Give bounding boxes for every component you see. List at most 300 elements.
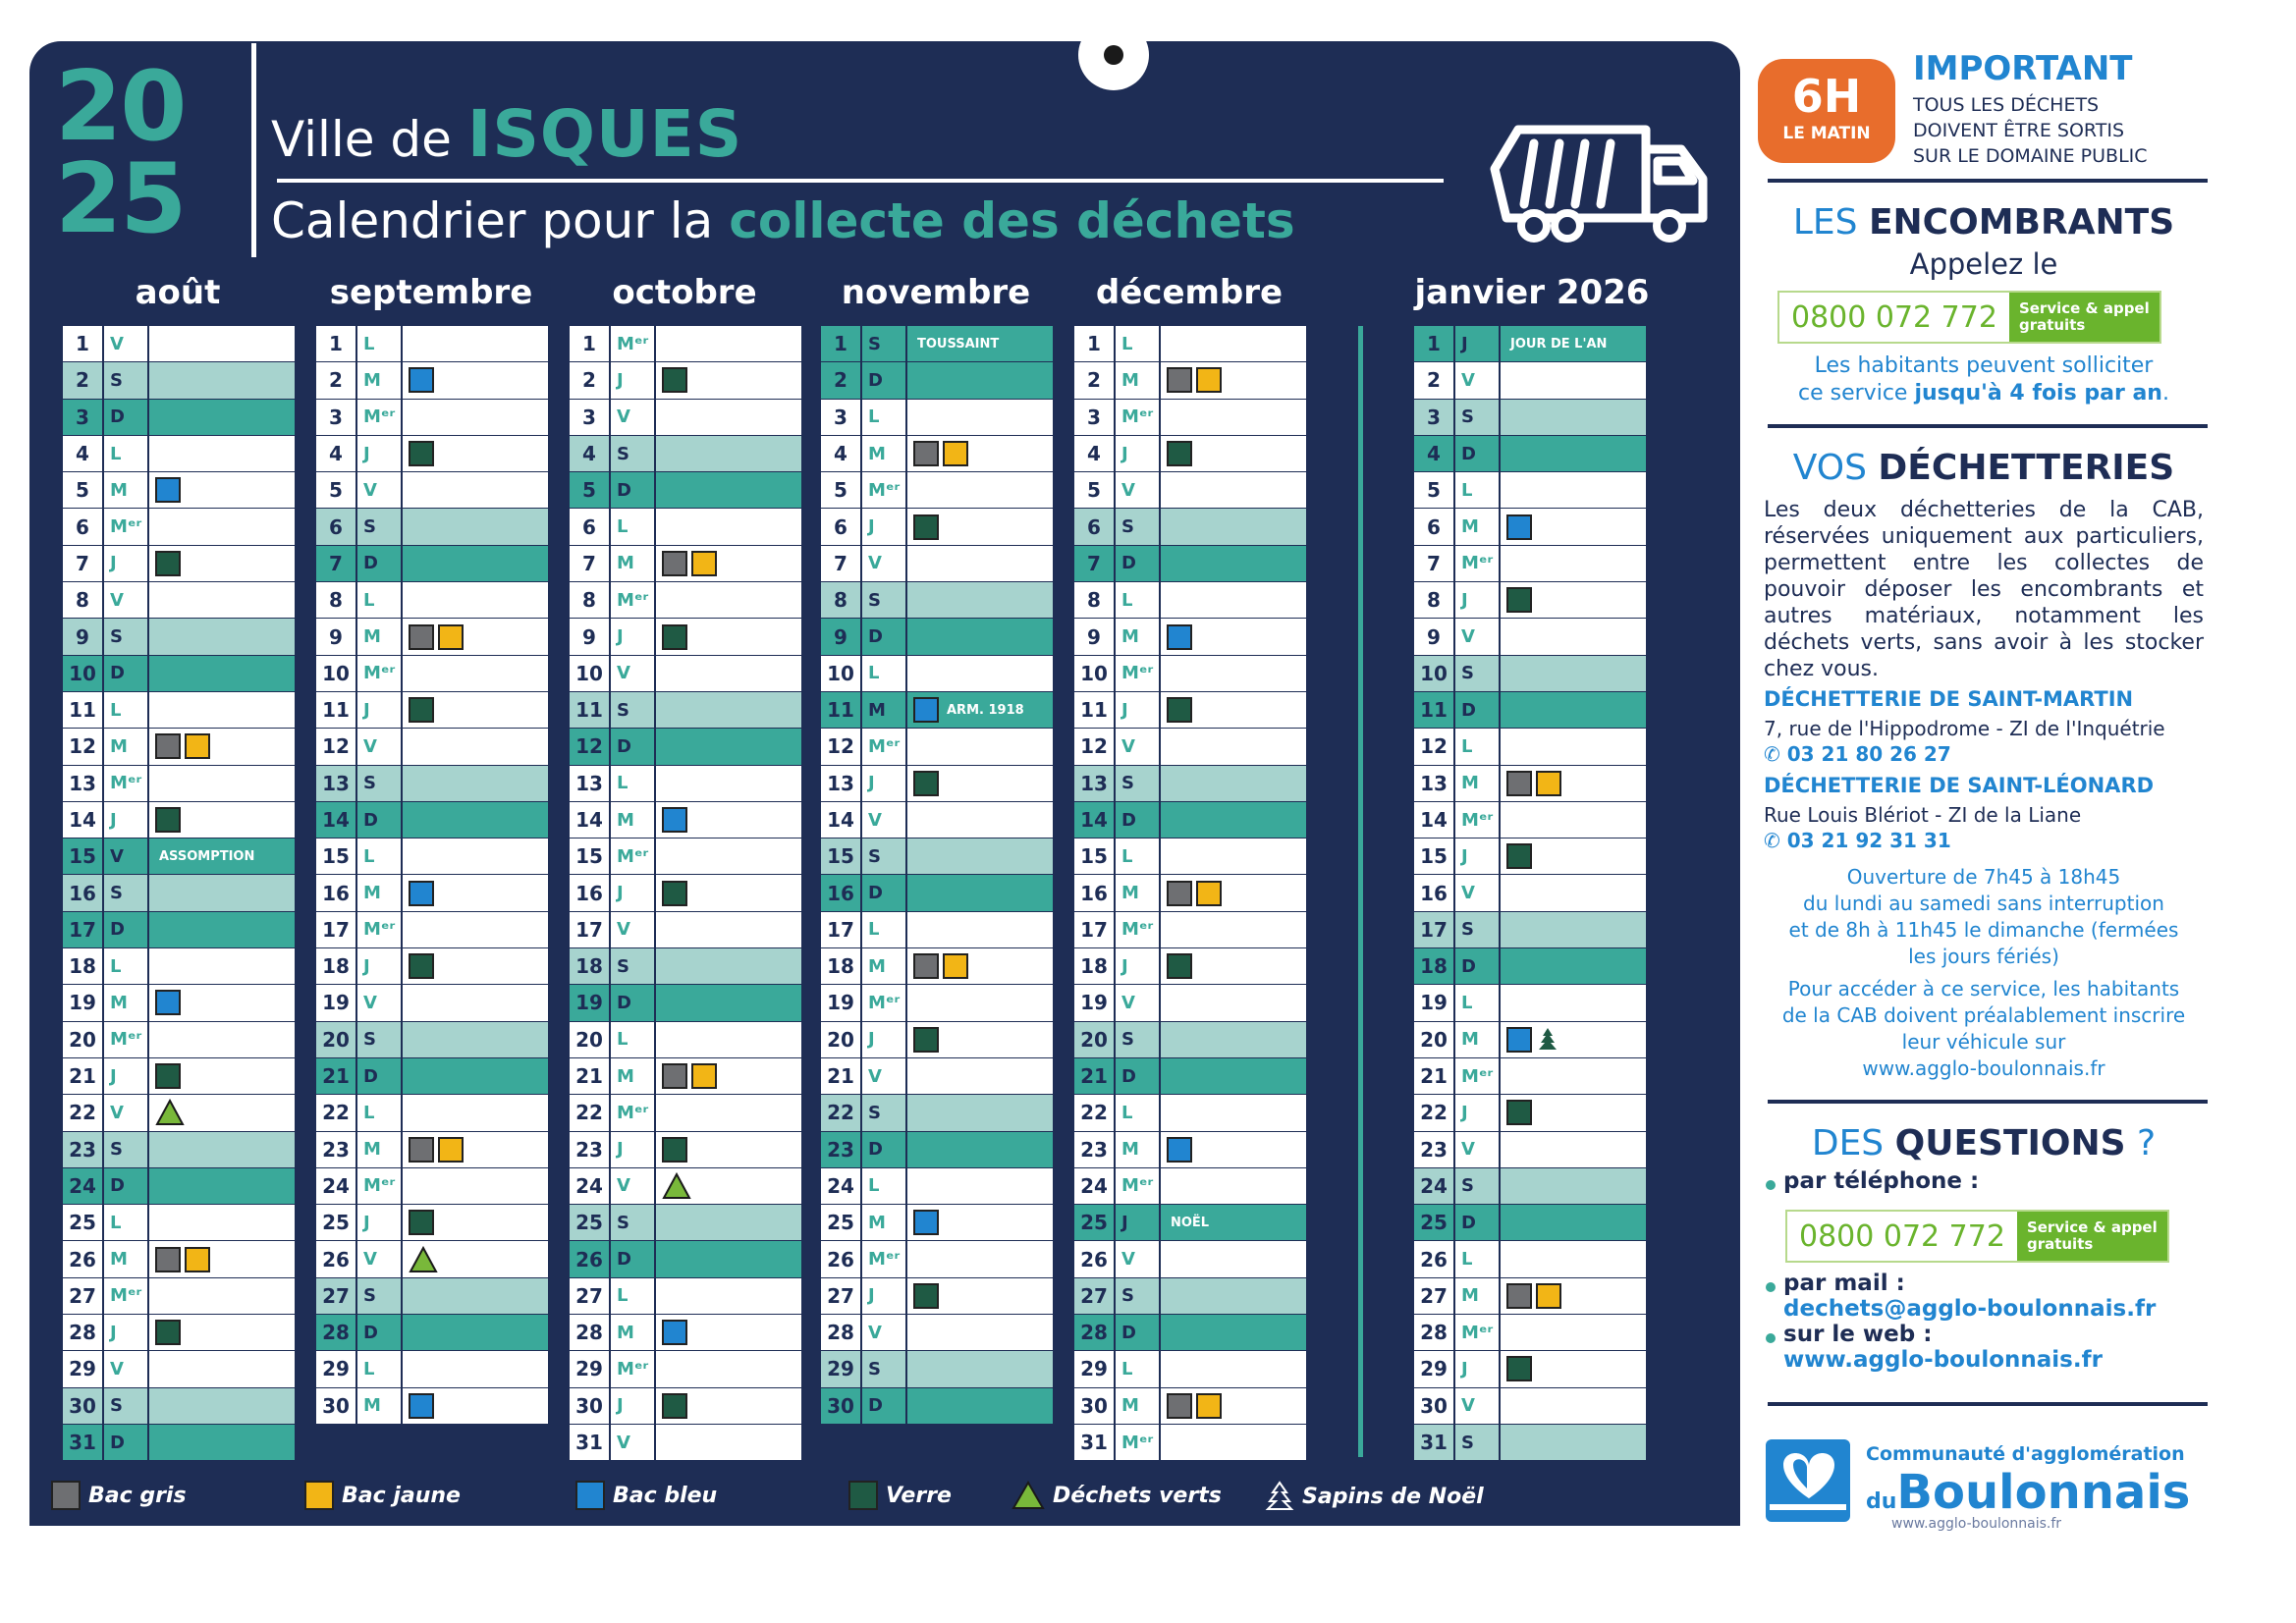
day-number: 7 [570, 546, 609, 581]
day-number: 11 [1414, 692, 1453, 728]
title-divider [277, 179, 1444, 183]
day-row [1414, 1095, 1646, 1130]
weekday: S [1116, 509, 1159, 544]
day-row [821, 1095, 1053, 1130]
day-number: 13 [821, 766, 860, 801]
month-title-septembre: septembre [329, 273, 533, 312]
collection-cell [1161, 875, 1306, 910]
weekday: Mᵉʳ [104, 1278, 147, 1314]
day-row [316, 546, 548, 581]
day-row [63, 1278, 295, 1314]
dechets-verts-icon [155, 1099, 185, 1126]
day-row [570, 1132, 801, 1167]
holiday-label: NOËL [1171, 1215, 1210, 1230]
day-row [1414, 948, 1646, 984]
day-row [1074, 912, 1306, 947]
weekday: V [104, 1095, 147, 1130]
bac-jaune-icon [438, 1137, 464, 1163]
bac-jaune-icon [304, 1481, 334, 1510]
encombrants-phone[interactable]: 0800 072 772 [1791, 299, 1997, 335]
day-row [821, 1388, 1053, 1424]
day-row [316, 1022, 548, 1057]
day-row [63, 1022, 295, 1057]
bac-bleu-icon [409, 881, 434, 906]
bac-jaune-icon [1196, 1393, 1222, 1419]
collection-cell [1161, 766, 1306, 801]
bac-verre-icon [662, 367, 687, 393]
day-row [1074, 326, 1306, 361]
collection-cell [149, 619, 295, 654]
day-row [570, 1205, 801, 1240]
day-row [1074, 362, 1306, 398]
bac-gris-icon [662, 551, 687, 576]
day-number: 18 [821, 948, 860, 984]
day-row [1414, 1425, 1646, 1460]
collection-cell [403, 546, 548, 581]
weekday: D [104, 400, 147, 435]
weekday: Mᵉʳ [104, 766, 147, 801]
day-number: 1 [63, 326, 102, 361]
day-row [316, 948, 548, 984]
collection-cell [1161, 1278, 1306, 1314]
day-number: 28 [1074, 1315, 1114, 1350]
bac-verre-icon [662, 1393, 687, 1419]
weekday: D [611, 472, 654, 508]
collection-cell [656, 1168, 801, 1204]
collection-cell [403, 729, 548, 764]
day-row [316, 619, 548, 654]
day-row [570, 1168, 801, 1204]
bac-verre-icon [409, 441, 434, 466]
weekday: M [862, 1205, 905, 1240]
bac-jaune-icon [691, 1063, 717, 1089]
weekday: M [862, 948, 905, 984]
day-row [1414, 1351, 1646, 1386]
day-number: 11 [63, 692, 102, 728]
weekday: L [1116, 326, 1159, 361]
weekday: V [611, 1168, 654, 1204]
weekday: V [357, 985, 401, 1020]
holiday-label: JOUR DE L'AN [1510, 336, 1608, 352]
weekday: V [104, 582, 147, 618]
header-separator [251, 43, 256, 257]
day-row [821, 509, 1053, 544]
collection-cell [656, 729, 801, 764]
weekday: J [357, 1205, 401, 1240]
collection-cell [1161, 326, 1306, 361]
day-number: 29 [316, 1351, 355, 1386]
collection-cell [1501, 436, 1646, 471]
weekday: Mᵉʳ [862, 472, 905, 508]
collection-cell [1161, 729, 1306, 764]
collection-cell [149, 1022, 295, 1057]
day-row [1414, 766, 1646, 801]
collection-cell [403, 1388, 548, 1424]
day-number: 9 [1074, 619, 1114, 654]
day-number: 20 [316, 1022, 355, 1057]
day-row [1414, 509, 1646, 544]
day-row [1414, 802, 1646, 838]
free-call-tag: Service & appel gratuits [2009, 293, 2159, 342]
weekday: D [357, 546, 401, 581]
day-number: 19 [570, 985, 609, 1020]
weekday: J [862, 1022, 905, 1057]
month-title-janvier: janvier 2026 [1414, 273, 1650, 312]
day-row [821, 362, 1053, 398]
mail-label: par mail : [1783, 1271, 1905, 1296]
weekday: J [104, 802, 147, 838]
day-row [1414, 1205, 1646, 1240]
weekday: S [1116, 766, 1159, 801]
logo-line-1: Communauté d'agglomération [1866, 1443, 2185, 1465]
day-row [1414, 1278, 1646, 1314]
day-row [1074, 656, 1306, 691]
day-number: 9 [1414, 619, 1453, 654]
weekday: M [104, 985, 147, 1020]
day-number: 22 [570, 1095, 609, 1130]
collection-cell [1501, 326, 1646, 361]
site2-phone[interactable]: ✆ 03 21 92 31 31 [1764, 829, 1951, 852]
weekday: Mᵉʳ [1455, 1315, 1499, 1350]
day-number: 10 [570, 656, 609, 691]
weekday: V [1116, 1241, 1159, 1276]
weekday: M [1116, 875, 1159, 910]
day-number: 16 [316, 875, 355, 910]
day-row [1074, 802, 1306, 838]
day-number: 24 [63, 1168, 102, 1204]
day-row [1414, 1132, 1646, 1167]
day-number: 4 [821, 436, 860, 471]
day-row [821, 1315, 1053, 1350]
day-number: 13 [1074, 766, 1114, 801]
collection-cell [1161, 400, 1306, 435]
day-row [570, 582, 801, 618]
day-row [821, 912, 1053, 947]
day-row [1074, 1132, 1306, 1167]
weekday: D [104, 656, 147, 691]
weekday: Mᵉʳ [1116, 400, 1159, 435]
bac-gris-icon [1167, 367, 1192, 393]
day-row [570, 948, 801, 984]
day-row [63, 1132, 295, 1167]
weekday: V [1116, 985, 1159, 1020]
day-number: 23 [1414, 1132, 1453, 1167]
day-number: 14 [1074, 802, 1114, 838]
day-number: 21 [1414, 1058, 1453, 1094]
weekday: J [1455, 582, 1499, 618]
weekday: L [104, 948, 147, 984]
day-row [316, 1132, 548, 1167]
day-row [1414, 1022, 1646, 1057]
day-number: 1 [570, 326, 609, 361]
day-row [1414, 839, 1646, 874]
weekday: Mᵉʳ [862, 985, 905, 1020]
collection-cell [149, 1241, 295, 1276]
bac-bleu-icon [1167, 1137, 1192, 1163]
month-title-novembre: novembre [841, 273, 1031, 312]
weekday: S [104, 1132, 147, 1167]
day-row [316, 1278, 548, 1314]
collection-cell [1501, 1241, 1646, 1276]
collection-cell [656, 400, 801, 435]
legend-label: Bac jaune [342, 1483, 461, 1508]
day-row [821, 619, 1053, 654]
collection-cell [149, 1205, 295, 1240]
weekday: S [862, 582, 905, 618]
day-row [1414, 436, 1646, 471]
weekday: V [1116, 472, 1159, 508]
weekday: M [611, 802, 654, 838]
month-column-novembre [821, 326, 1053, 1425]
collection-cell [656, 912, 801, 947]
day-row [1414, 729, 1646, 764]
day-number: 23 [1074, 1132, 1114, 1167]
weekday: S [104, 1388, 147, 1424]
day-number: 19 [316, 985, 355, 1020]
logo-web: www.agglo-boulonnais.fr [1891, 1516, 2062, 1532]
weekday: M [1455, 509, 1499, 544]
weekday: D [1116, 1315, 1159, 1350]
collection-cell [907, 1388, 1053, 1424]
weekday: L [1116, 582, 1159, 618]
collection-cell [403, 692, 548, 728]
collection-cell [1161, 1425, 1306, 1460]
day-row [821, 656, 1053, 691]
year-top: 20 [55, 51, 186, 163]
collection-cell [149, 1278, 295, 1314]
day-row [821, 472, 1053, 508]
collection-cell [907, 1168, 1053, 1204]
weekday: S [1455, 656, 1499, 691]
bac-bleu-icon [1506, 1027, 1532, 1053]
day-number: 15 [570, 839, 609, 874]
day-number: 21 [821, 1058, 860, 1094]
day-row [316, 766, 548, 801]
day-number: 7 [821, 546, 860, 581]
collection-cell [907, 362, 1053, 398]
day-number: 6 [570, 509, 609, 544]
day-row [1074, 1022, 1306, 1057]
collection-cell [1501, 362, 1646, 398]
collection-cell [907, 619, 1053, 654]
day-row [63, 1205, 295, 1240]
collection-cell [149, 1315, 295, 1350]
collection-cell [149, 948, 295, 984]
day-number: 17 [821, 912, 860, 947]
site1-phone[interactable]: ✆ 03 21 80 26 27 [1764, 742, 1951, 766]
day-row [570, 1241, 801, 1276]
weekday: L [862, 912, 905, 947]
day-row [821, 1132, 1053, 1167]
day-number: 20 [63, 1022, 102, 1057]
weekday: V [862, 1058, 905, 1094]
day-row [63, 766, 295, 801]
day-row [1074, 1278, 1306, 1314]
day-number: 15 [1414, 839, 1453, 874]
day-number: 23 [821, 1132, 860, 1167]
weekday: D [357, 1315, 401, 1350]
collection-cell [403, 766, 548, 801]
collection-cell [1501, 985, 1646, 1020]
legend-label: Verre [886, 1483, 952, 1508]
weekday: Mᵉʳ [1455, 1058, 1499, 1094]
collection-cell [403, 1278, 548, 1314]
day-number: 17 [570, 912, 609, 947]
day-number: 28 [63, 1315, 102, 1350]
weekday: J [1455, 326, 1499, 361]
collection-cell [907, 912, 1053, 947]
phone-icon: ✆ [1764, 742, 1787, 766]
collection-cell [403, 619, 548, 654]
time-badge [1758, 59, 1895, 163]
weekday: S [357, 766, 401, 801]
weekday: L [1455, 1241, 1499, 1276]
legend-sapins [1265, 1481, 1484, 1512]
day-row [63, 692, 295, 728]
weekday: D [1455, 948, 1499, 984]
weekday: M [611, 546, 654, 581]
web-link[interactable]: www.agglo-boulonnais.fr [1783, 1347, 2103, 1373]
section-divider [1768, 1402, 2208, 1406]
bac-gris-icon [662, 1063, 687, 1089]
mail-link[interactable]: dechets@agglo-boulonnais.fr [1783, 1296, 2157, 1322]
day-number: 26 [821, 1241, 860, 1276]
weekday: M [1116, 619, 1159, 654]
day-number: 30 [63, 1388, 102, 1424]
bac-verre-icon [662, 1137, 687, 1163]
weekday: D [611, 1241, 654, 1276]
day-number: 1 [316, 326, 355, 361]
day-row [821, 948, 1053, 984]
year-label [55, 51, 232, 255]
collection-cell [656, 436, 801, 471]
collection-cell [907, 729, 1053, 764]
day-number: 24 [821, 1168, 860, 1204]
collection-cell [1161, 656, 1306, 691]
weekday: M [104, 729, 147, 764]
day-number: 24 [316, 1168, 355, 1204]
day-number: 6 [821, 509, 860, 544]
weekday: Mᵉʳ [611, 326, 654, 361]
day-row [316, 472, 548, 508]
weekday: M [1455, 1278, 1499, 1314]
weekday: L [104, 1205, 147, 1240]
questions-phone-box[interactable] [1785, 1210, 2169, 1263]
day-row [570, 692, 801, 728]
collection-cell [149, 472, 295, 508]
bac-verre-icon [409, 697, 434, 723]
collection-cell [149, 1388, 295, 1424]
bac-gris-icon [51, 1481, 81, 1510]
day-number: 3 [316, 400, 355, 435]
collection-cell [907, 875, 1053, 910]
collection-cell [1501, 912, 1646, 947]
legend-label: Bac bleu [613, 1483, 718, 1508]
day-row [63, 400, 295, 435]
collection-cell [907, 1241, 1053, 1276]
weekday: S [611, 692, 654, 728]
day-number: 31 [570, 1425, 609, 1460]
day-number: 27 [316, 1278, 355, 1314]
day-row [570, 326, 801, 361]
collection-cell [403, 1022, 548, 1057]
collection-cell [149, 875, 295, 910]
day-number: 2 [821, 362, 860, 398]
day-number: 27 [1074, 1278, 1114, 1314]
holiday-label: ASSOMPTION [159, 848, 255, 864]
day-row [1414, 985, 1646, 1020]
weekday: J [1116, 948, 1159, 984]
subtitle-highlight: collecte des déchets [729, 192, 1295, 249]
weekday: L [611, 509, 654, 544]
logo-name: duBoulonnais [1866, 1465, 2191, 1520]
weekday: L [862, 1168, 905, 1204]
collection-cell [1161, 802, 1306, 838]
collection-cell [149, 839, 295, 874]
bac-jaune-icon [691, 551, 717, 576]
day-row [1414, 1168, 1646, 1204]
bac-verre-icon [1506, 843, 1532, 869]
weekday: V [862, 546, 905, 581]
access-link[interactable]: www.agglo-boulonnais.fr [1862, 1056, 2105, 1080]
collection-cell [1161, 362, 1306, 398]
day-number: 4 [316, 436, 355, 471]
day-row [821, 582, 1053, 618]
weekday: M [611, 1315, 654, 1350]
questions-phone[interactable]: 0800 072 772 [1799, 1218, 2005, 1254]
day-number: 20 [821, 1022, 860, 1057]
collection-cell [149, 912, 295, 947]
page-subtitle [271, 192, 1295, 249]
day-number: 25 [1414, 1205, 1453, 1240]
holiday-label: ARM. 1918 [947, 702, 1024, 718]
day-row [63, 912, 295, 947]
encombrants-phone-box[interactable] [1777, 291, 2161, 344]
day-row [1074, 1388, 1306, 1424]
day-row [821, 839, 1053, 874]
day-number: 21 [316, 1058, 355, 1094]
collection-cell [656, 362, 801, 398]
collection-cell [1501, 1425, 1646, 1460]
day-number: 22 [821, 1095, 860, 1130]
day-row [316, 839, 548, 874]
day-number: 1 [1414, 326, 1453, 361]
day-number: 17 [1074, 912, 1114, 947]
collection-cell [149, 692, 295, 728]
bac-bleu-icon [662, 807, 687, 833]
day-number: 22 [1074, 1095, 1114, 1130]
day-row [63, 875, 295, 910]
bac-verre-icon [155, 807, 181, 833]
day-row [821, 692, 1053, 728]
collection-cell [1501, 1205, 1646, 1240]
day-row [570, 802, 801, 838]
day-row [63, 326, 295, 361]
day-number: 19 [63, 985, 102, 1020]
collection-cell [403, 1058, 548, 1094]
day-row [821, 326, 1053, 361]
day-row [1074, 1315, 1306, 1350]
weekday: L [357, 326, 401, 361]
sapin-icon [1536, 1026, 1559, 1054]
bac-bleu-icon [913, 1210, 939, 1235]
weekday: J [357, 436, 401, 471]
day-number: 4 [570, 436, 609, 471]
encombrants-note-1: Les habitants peuvent solliciter [1814, 353, 2154, 378]
day-number: 16 [1074, 875, 1114, 910]
collection-cell [656, 326, 801, 361]
weekday: D [862, 1388, 905, 1424]
